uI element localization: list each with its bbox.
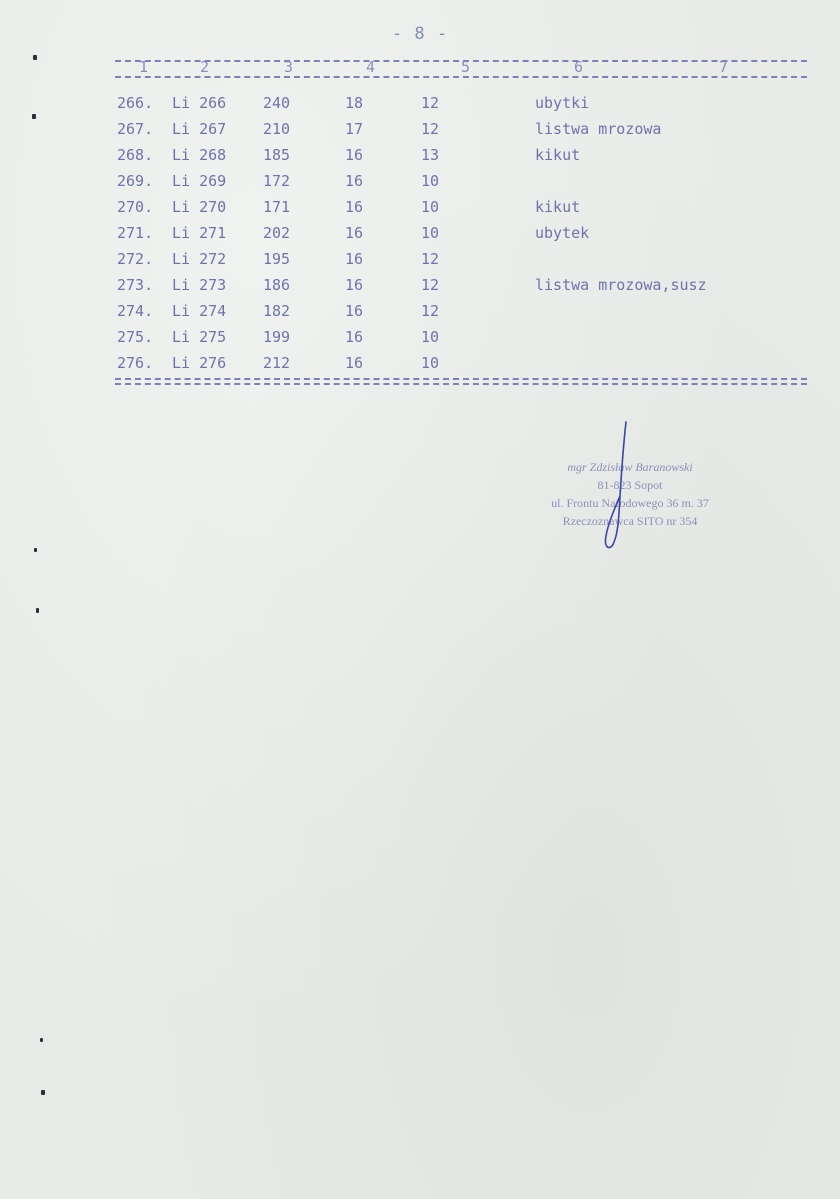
table-row <box>0 328 840 354</box>
value-col5: 10 <box>421 224 440 242</box>
value-col5: 10 <box>421 198 440 216</box>
table-bottom-rule-2 <box>115 383 807 385</box>
column-number: 1 <box>139 58 149 76</box>
value-col3: 195 <box>263 250 291 268</box>
value-col5: 12 <box>421 302 440 320</box>
value-col3: 186 <box>263 276 291 294</box>
margin-mark <box>41 1090 45 1095</box>
value-col5: 10 <box>421 172 440 190</box>
stamp-name: mgr Zdzisław Baranowski <box>567 460 693 474</box>
tree-id: Li 267 <box>172 120 227 138</box>
remark: kikut <box>535 198 581 216</box>
table-header-rule <box>115 76 807 78</box>
value-col5: 12 <box>421 120 440 138</box>
row-number: 275. <box>117 328 154 346</box>
column-number: 6 <box>574 58 584 76</box>
tree-id: Li 272 <box>172 250 227 268</box>
remark: kikut <box>535 146 581 164</box>
column-number: 7 <box>719 58 729 76</box>
value-col4: 16 <box>345 146 364 164</box>
tree-id: Li 268 <box>172 146 227 164</box>
value-col4: 16 <box>345 302 364 320</box>
table-row <box>0 198 840 224</box>
table-row <box>0 224 840 250</box>
remark: ubytek <box>535 224 590 242</box>
margin-mark <box>32 114 36 119</box>
value-col3: 210 <box>263 120 291 138</box>
remark: listwa mrozowa,susz <box>535 276 707 294</box>
value-col4: 16 <box>345 276 364 294</box>
value-col4: 16 <box>345 250 364 268</box>
value-col4: 16 <box>345 224 364 242</box>
tree-id: Li 274 <box>172 302 227 320</box>
value-col5: 12 <box>421 250 440 268</box>
stamp-postal: 81-823 Sopot <box>597 478 663 492</box>
tree-id: Li 266 <box>172 94 227 112</box>
value-col3: 202 <box>263 224 291 242</box>
column-number: 4 <box>366 58 376 76</box>
table-row <box>0 94 840 120</box>
value-col4: 16 <box>345 172 364 190</box>
value-col4: 16 <box>345 354 364 372</box>
row-number: 276. <box>117 354 154 372</box>
tree-id: Li 276 <box>172 354 227 372</box>
table-row <box>0 276 840 302</box>
row-number: 271. <box>117 224 154 242</box>
tree-id: Li 275 <box>172 328 227 346</box>
row-number: 274. <box>117 302 154 320</box>
table-row <box>0 172 840 198</box>
row-number: 272. <box>117 250 154 268</box>
value-col3: 240 <box>263 94 291 112</box>
value-col4: 17 <box>345 120 364 138</box>
table-bottom-rule <box>115 378 807 380</box>
value-col3: 182 <box>263 302 291 320</box>
value-col4: 16 <box>345 328 364 346</box>
page-number: - 8 - <box>391 24 449 44</box>
value-col3: 172 <box>263 172 291 190</box>
row-number: 266. <box>117 94 154 112</box>
value-col3: 171 <box>263 198 291 216</box>
value-col3: 199 <box>263 328 291 346</box>
column-number: 2 <box>200 58 210 76</box>
value-col4: 16 <box>345 198 364 216</box>
value-col5: 10 <box>421 354 440 372</box>
value-col3: 185 <box>263 146 291 164</box>
value-col5: 13 <box>421 146 440 164</box>
table-row <box>0 120 840 146</box>
tree-id: Li 269 <box>172 172 227 190</box>
stamp-license: Rzeczoznawca SITO nr 354 <box>562 514 698 528</box>
tree-id: Li 273 <box>172 276 227 294</box>
handwritten-signature <box>590 418 640 552</box>
row-number: 270. <box>117 198 154 216</box>
row-number: 268. <box>117 146 154 164</box>
row-number: 273. <box>117 276 154 294</box>
table-row <box>0 302 840 328</box>
margin-mark <box>34 548 37 552</box>
stamp-address: ul. Frontu Narodowego 36 m. 37 <box>551 496 709 510</box>
tree-id: Li 271 <box>172 224 227 242</box>
value-col5: 10 <box>421 328 440 346</box>
column-number: 5 <box>461 58 471 76</box>
remark: listwa mrozowa <box>535 120 662 138</box>
value-col3: 212 <box>263 354 291 372</box>
value-col5: 12 <box>421 276 440 294</box>
table-row <box>0 354 840 380</box>
row-number: 269. <box>117 172 154 190</box>
row-number: 267. <box>117 120 154 138</box>
remark: ubytki <box>535 94 590 112</box>
value-col4: 18 <box>345 94 364 112</box>
table-row <box>0 146 840 172</box>
tree-id: Li 270 <box>172 198 227 216</box>
value-col5: 12 <box>421 94 440 112</box>
table-row <box>0 250 840 276</box>
margin-mark <box>40 1038 43 1042</box>
column-number: 3 <box>284 58 294 76</box>
margin-mark <box>33 55 37 60</box>
margin-mark <box>36 608 39 613</box>
